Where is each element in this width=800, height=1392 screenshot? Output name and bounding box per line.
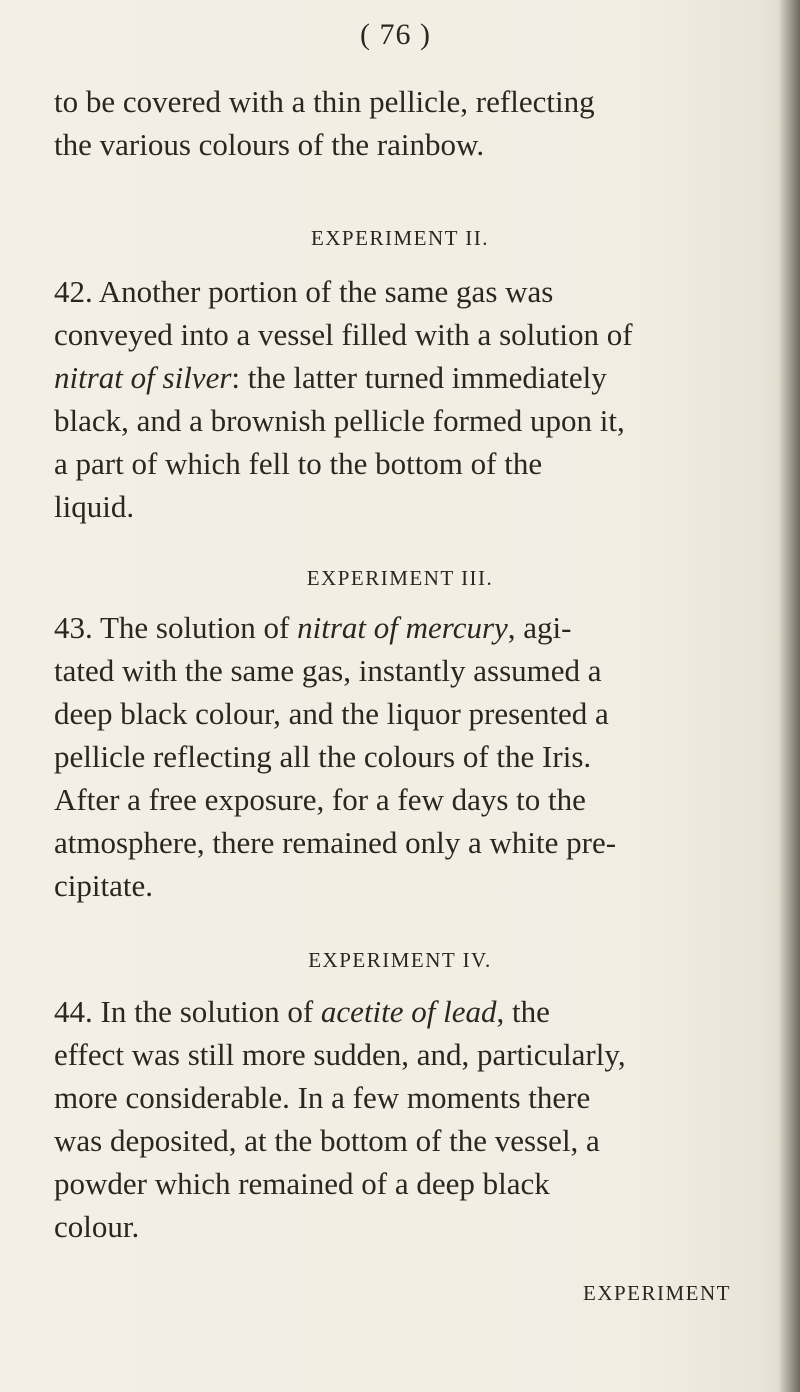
text-line: was deposited, at the bottom of the vessel, a: [54, 1123, 600, 1158]
text-line: conveyed into a vessel filled with a solution of: [54, 317, 633, 352]
text-line: cipitate.: [54, 868, 153, 903]
page-number: ( 76 ): [360, 18, 431, 51]
text-line: a part of which fell to the bottom of the: [54, 446, 543, 481]
catchword: EXPERIMENT: [583, 1281, 731, 1305]
text-line: atmosphere, there remained only a white pre-: [54, 825, 617, 860]
italic-term: nitrat of silver: [54, 360, 232, 395]
text-line: liquid.: [54, 489, 135, 524]
text-line: 43. The solution of nitrat of mercury, agi-: [54, 610, 572, 645]
text-line: nitrat of silver: the latter turned immediately: [54, 360, 607, 395]
italic-term: acetite of lead: [320, 994, 497, 1029]
continuation-paragraph: [54, 80, 766, 166]
text-line: effect was still more sudden, and, particularly,: [54, 1037, 626, 1072]
text-line: pellicle reflecting all the colours of the Iris.: [54, 739, 592, 774]
text-line: more considerable. In a few moments there: [54, 1080, 591, 1115]
text-line: black, and a brownish pellicle formed upon it,: [54, 403, 625, 438]
text-line: 42. Another portion of the same gas was: [54, 274, 554, 309]
text-line: the various colours of the rainbow.: [54, 127, 485, 162]
text-line: to be covered with a thin pellicle, reflecting: [54, 84, 595, 119]
experiment-4-paragraph: [54, 990, 766, 1248]
experiment-2-heading: EXPERIMENT II.: [310, 226, 490, 250]
text-line: colour.: [54, 1209, 140, 1244]
page-edge-shadow: [778, 0, 800, 1392]
text-line: deep black colour, and the liquor presented a: [54, 696, 609, 731]
text-line: After a free exposure, for a few days to the: [54, 782, 586, 817]
experiment-3-heading: EXPERIMENT III.: [306, 566, 494, 590]
text-line: tated with the same gas, instantly assumed a: [54, 653, 602, 688]
text-line: 44. In the solution of acetite of lead, the: [54, 994, 550, 1029]
text-line: powder which remained of a deep black: [54, 1166, 550, 1201]
experiment-2-paragraph: [54, 270, 766, 528]
italic-term: nitrat of mercury: [297, 610, 508, 645]
experiment-3-paragraph: [54, 606, 766, 907]
experiment-4-heading: EXPERIMENT IV.: [308, 948, 492, 972]
